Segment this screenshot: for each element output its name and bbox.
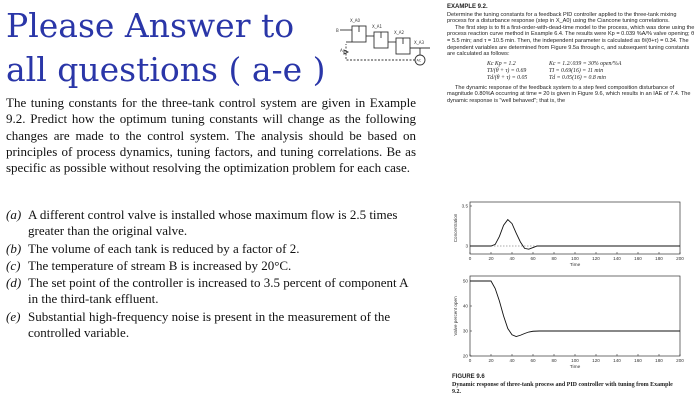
question-text: The set point of the controller is increased to 3.5 percent of component A in the third-tank effluent. <box>28 275 408 307</box>
stream-xa3-label: X_A3 <box>414 40 425 45</box>
x-tick-label: 140 <box>613 358 621 363</box>
x-tick-label: 160 <box>634 256 642 261</box>
equation-kckp: Kc Kp = 1.2 <box>487 60 516 67</box>
y-axis-label: Concentration <box>453 213 458 243</box>
inlet-a-label: A <box>340 48 343 53</box>
equation-kc: Kc = 1.2/.039 = 30% open/%A <box>549 60 622 67</box>
x-tick-label: 180 <box>655 256 663 261</box>
question-label: (c) <box>6 257 21 273</box>
x-tick-label: 180 <box>655 358 663 363</box>
example-paragraph-3: The dynamic response of the feedback system to a step feed composition disturbance of magnitude 0.80%A occurring at time = 20 is given in Figure 9.6, which results in an IAE of 7.4. The dynamic response is "well behaved"; that is, the <box>447 84 691 104</box>
problem-intro: The tuning constants for the three-tank control system are given in Example 9.2. Predict how the optimum tuning constants will change as the following changes are made to the control system. The analysis should be based on principles of process dynamics, tuning factors, and tuning correlations. Be as specific as possible without resolving the optimization problem for each case. <box>6 95 416 176</box>
x-tick-label: 60 <box>530 358 536 363</box>
x-tick-label: 40 <box>509 256 515 261</box>
x-tick-label: 80 <box>551 256 557 261</box>
x-tick-label: 80 <box>551 358 557 363</box>
x-tick-label: 200 <box>676 256 684 261</box>
equation-td: Td = 0.05(16) = 0.8 min <box>549 74 606 81</box>
question-text: The volume of each tank is reduced by a factor of 2. <box>28 240 300 256</box>
question-label: (a) <box>6 207 22 222</box>
question-a <box>6 207 416 240</box>
x-axis-label: Time <box>569 365 581 370</box>
question-label: (d) <box>6 275 22 291</box>
y-tick-label: 3 <box>465 243 468 249</box>
x-tick-label: 20 <box>488 256 494 261</box>
y-tick-label: 3.5 <box>461 203 468 209</box>
x-axis-label: Time <box>569 263 581 268</box>
concentration-chart <box>452 196 686 270</box>
x-tick-label: 0 <box>468 256 472 261</box>
example-panel <box>447 4 695 105</box>
valve-opening-chart <box>452 272 686 372</box>
question-text: A different control valve is installed whose maximum flow is 2.5 times greater than the original valve. <box>28 207 398 239</box>
stream-xa2-label: X_A2 <box>394 30 405 35</box>
stream-b-label: B <box>336 28 339 33</box>
example-paragraph-2: The first step is to fit a first-order-with-dead-time model to the process, which was done using the process reaction curve method in Example 6.4. The results were Kp = 0.039 %A/% valve opening; θ = 5.5 min; and τ = 10.5 min. Then, the independent parameter is calculated as θ/(θ+τ) = 0.34. The dependent variables are determined from Figure 9.5a through c, and subsequent tuning constants are calculated as follows: <box>447 24 695 58</box>
tuning-equations <box>487 61 695 82</box>
x-tick-label: 160 <box>634 358 642 363</box>
three-tank-diagram <box>336 10 436 82</box>
question-label: (b) <box>6 240 22 256</box>
equation-ti-ratio: TI/(θ + τ) = 0.69 <box>487 67 527 74</box>
question-c <box>6 258 416 274</box>
page-title-line-1: Please Answer to <box>6 6 295 45</box>
y-tick-label: 50 <box>462 278 468 284</box>
x-tick-label: 200 <box>676 358 684 363</box>
plot-frame <box>470 276 680 356</box>
equation-ti: TI = 0.69(16) = 11 min <box>549 67 604 74</box>
equation-td-ratio: Td/(θ + τ) = 0.05 <box>487 74 528 81</box>
x-tick-label: 60 <box>530 256 536 261</box>
y-axis-label: Valve percent open <box>453 296 458 336</box>
question-text: Substantial high-frequency noise is present in the measurement of the controlled variable. <box>28 308 391 341</box>
question-label: (e) <box>6 308 21 324</box>
x-tick-label: 100 <box>571 358 579 363</box>
series-line <box>470 281 680 337</box>
x-tick-label: 20 <box>488 358 494 363</box>
page-title-line-2: all questions ( a-e ) <box>6 50 326 89</box>
series-line <box>470 220 680 250</box>
example-title: EXAMPLE 9.2. <box>447 4 488 10</box>
question-text: The temperature of stream B is increased by 20°C. <box>28 257 292 273</box>
question-list <box>6 207 416 342</box>
figure-caption: Dynamic response of three-tank process and PID controller with tuning from Example 9.2. <box>452 382 673 395</box>
question-e <box>6 309 416 342</box>
stream-xa0-label: X_A0 <box>350 18 361 23</box>
y-tick-label: 20 <box>462 353 468 359</box>
x-tick-label: 120 <box>592 358 600 363</box>
x-tick-label: 40 <box>509 358 515 363</box>
y-tick-label: 30 <box>462 328 468 334</box>
y-tick-label: 40 <box>462 303 468 309</box>
question-b <box>6 241 416 257</box>
example-paragraph-1: Determine the tuning constants for a feedback PID controller applied to the three-tank mixing process for a disturbance response (step in X_A0) using the Ciancone tuning correlations. <box>447 11 677 25</box>
question-d <box>6 275 416 308</box>
x-tick-label: 140 <box>613 256 621 261</box>
analyzer-controller-label: AC <box>416 58 422 63</box>
x-tick-label: 100 <box>571 256 579 261</box>
x-tick-label: 0 <box>468 358 472 363</box>
figure-label: FIGURE 9.6 <box>452 374 485 380</box>
x-tick-label: 120 <box>592 256 600 261</box>
stream-xa1-label: X_A1 <box>372 24 383 29</box>
